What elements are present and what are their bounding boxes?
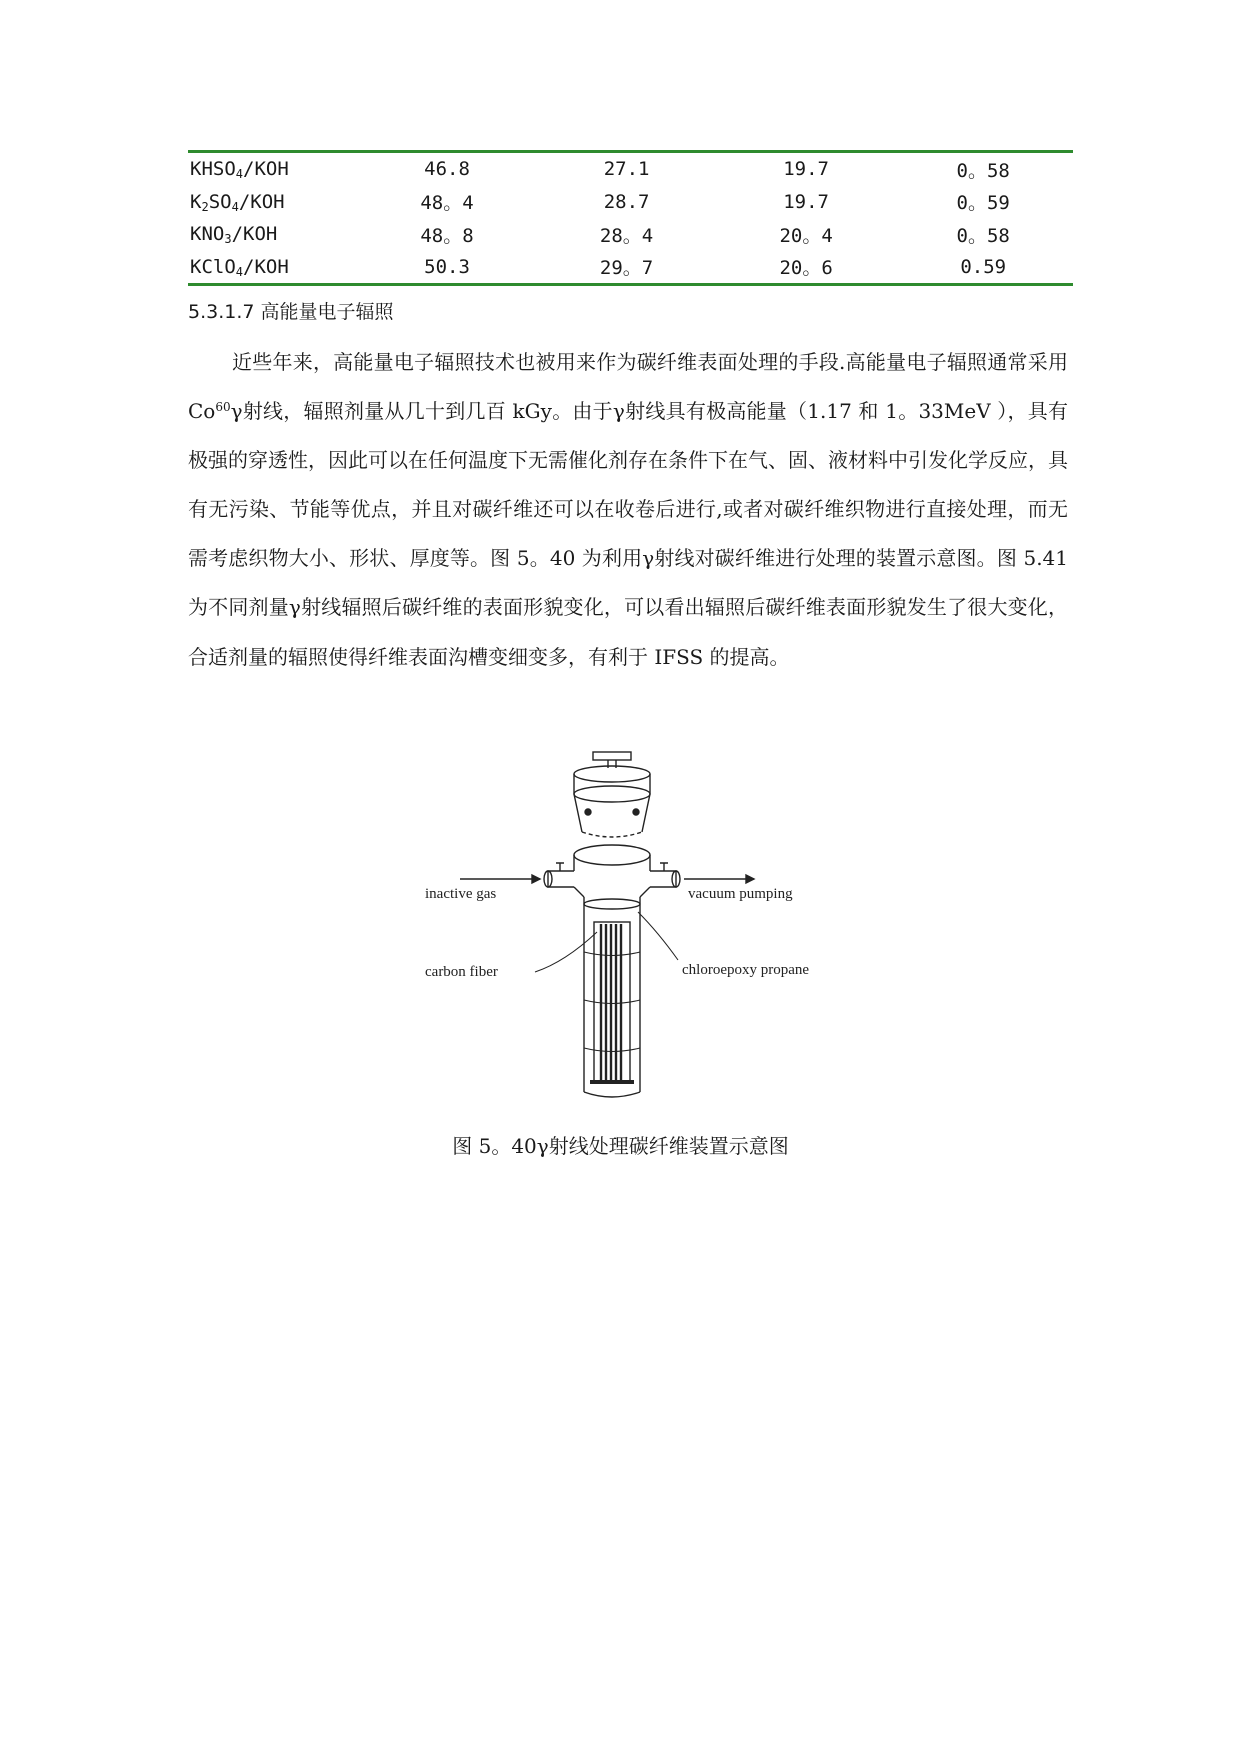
table-cell: 28.7 — [603, 190, 650, 213]
row-label: $KHSO_4$/KOH — [190, 158, 289, 182]
table-row — [188, 153, 1073, 186]
table-cell: 29。7 — [599, 257, 654, 280]
chloroepoxy-label: chloroepoxy propane — [682, 962, 810, 978]
row-label: $KNO_3$/KOH — [190, 223, 278, 247]
table-cell: 48。8 — [420, 224, 474, 247]
table-cell: 0.59 — [960, 255, 1007, 278]
stopper-bottom — [582, 832, 642, 837]
section-title: 高能量电子辐照 — [260, 301, 394, 323]
section-number: 5.3.1.7 — [188, 301, 255, 323]
table-row — [188, 218, 1073, 251]
table-cell: 20。6 — [779, 257, 833, 280]
apparatus-diagram — [425, 752, 840, 1107]
table-cell: 0。58 — [956, 224, 1010, 247]
data-table — [188, 150, 1073, 286]
table-cell: 19.7 — [783, 190, 829, 213]
paragraph-text: γ射线，辐照剂量从几十到几百 kGy。由于γ射线具有极高能量（1.17 和 1。33MeV ），具有极强的穿透性，因此可以在任何温度下无需催化剂存在条件下在气、固、液材料中引发化学反应，具有无污染、节能等优点，并且对碳纤维还可以在收卷后进行,或者对碳纤维织物进行直接处理，而无需考虑织物大小、形状、厚度等。图 5。40 为利用γ射线对碳纤维进行处理的装置示意图。图 5.41 为不同剂量γ射线辐照后碳纤维的表面形貌变化，可以看出辐照后碳纤维表面形貌发生了很大变化，合适剂量的辐照使得纤维表面沟槽变细变多，有利于 IFSS 的提高。 — [188, 399, 1068, 669]
outlet-arrowhead — [746, 875, 754, 883]
superscript: 60 — [215, 400, 231, 415]
table-cell: 50.3 — [424, 255, 470, 278]
tube-bottom — [584, 1092, 640, 1097]
table-row — [188, 251, 1073, 284]
table-cell: 19.7 — [783, 158, 829, 181]
stopper-knob — [593, 752, 631, 760]
inactive-gas-label: inactive gas — [425, 886, 497, 902]
table-cell: 27.1 — [603, 158, 650, 181]
stopper-stem — [608, 760, 616, 768]
tube-neck — [574, 855, 650, 871]
stopper-hole — [633, 809, 639, 815]
stopper-ring — [574, 786, 650, 802]
row-label: KClO$_4$/KOH — [190, 255, 289, 279]
carbon-fiber-strands — [601, 924, 621, 1080]
stopper-hole — [585, 809, 591, 815]
tube-mouth — [574, 845, 650, 865]
carbon-fiber-label: carbon fiber — [425, 964, 498, 980]
vacuum-pumping-label: vacuum pumping — [688, 886, 793, 902]
table-bottom-rule — [188, 283, 1073, 286]
carbon-fiber-leader — [535, 932, 597, 972]
section-heading — [188, 297, 394, 324]
table-body — [188, 153, 1073, 283]
liquid-surface — [584, 899, 640, 909]
table-cell: 46.8 — [424, 158, 470, 181]
table-cell: 0。58 — [956, 159, 1010, 182]
body-paragraph — [188, 338, 1068, 682]
table-cell: 0。59 — [956, 192, 1010, 215]
table-row — [188, 186, 1073, 219]
paragraph-text: 近些年来，高能量电子辐照技术也被用来作为碳纤维表面处理的手段.高能量电子辐照通常采用 Co — [188, 350, 1068, 424]
stopper-cap — [574, 766, 650, 782]
table-cell: 48。4 — [420, 192, 474, 215]
valve-stems — [556, 863, 668, 871]
inlet-arrowhead — [532, 875, 540, 883]
table-cell: 20。4 — [779, 224, 833, 247]
chloroepoxy-leader — [638, 912, 678, 960]
row-label: $K_2SO_4$/KOH — [190, 190, 285, 214]
table-cell: 28。4 — [599, 224, 654, 247]
tube-shoulder — [574, 887, 650, 897]
figure-caption: 图 5。40γ射线处理碳纤维装置示意图 — [452, 1134, 789, 1158]
stopper-body — [574, 774, 650, 832]
